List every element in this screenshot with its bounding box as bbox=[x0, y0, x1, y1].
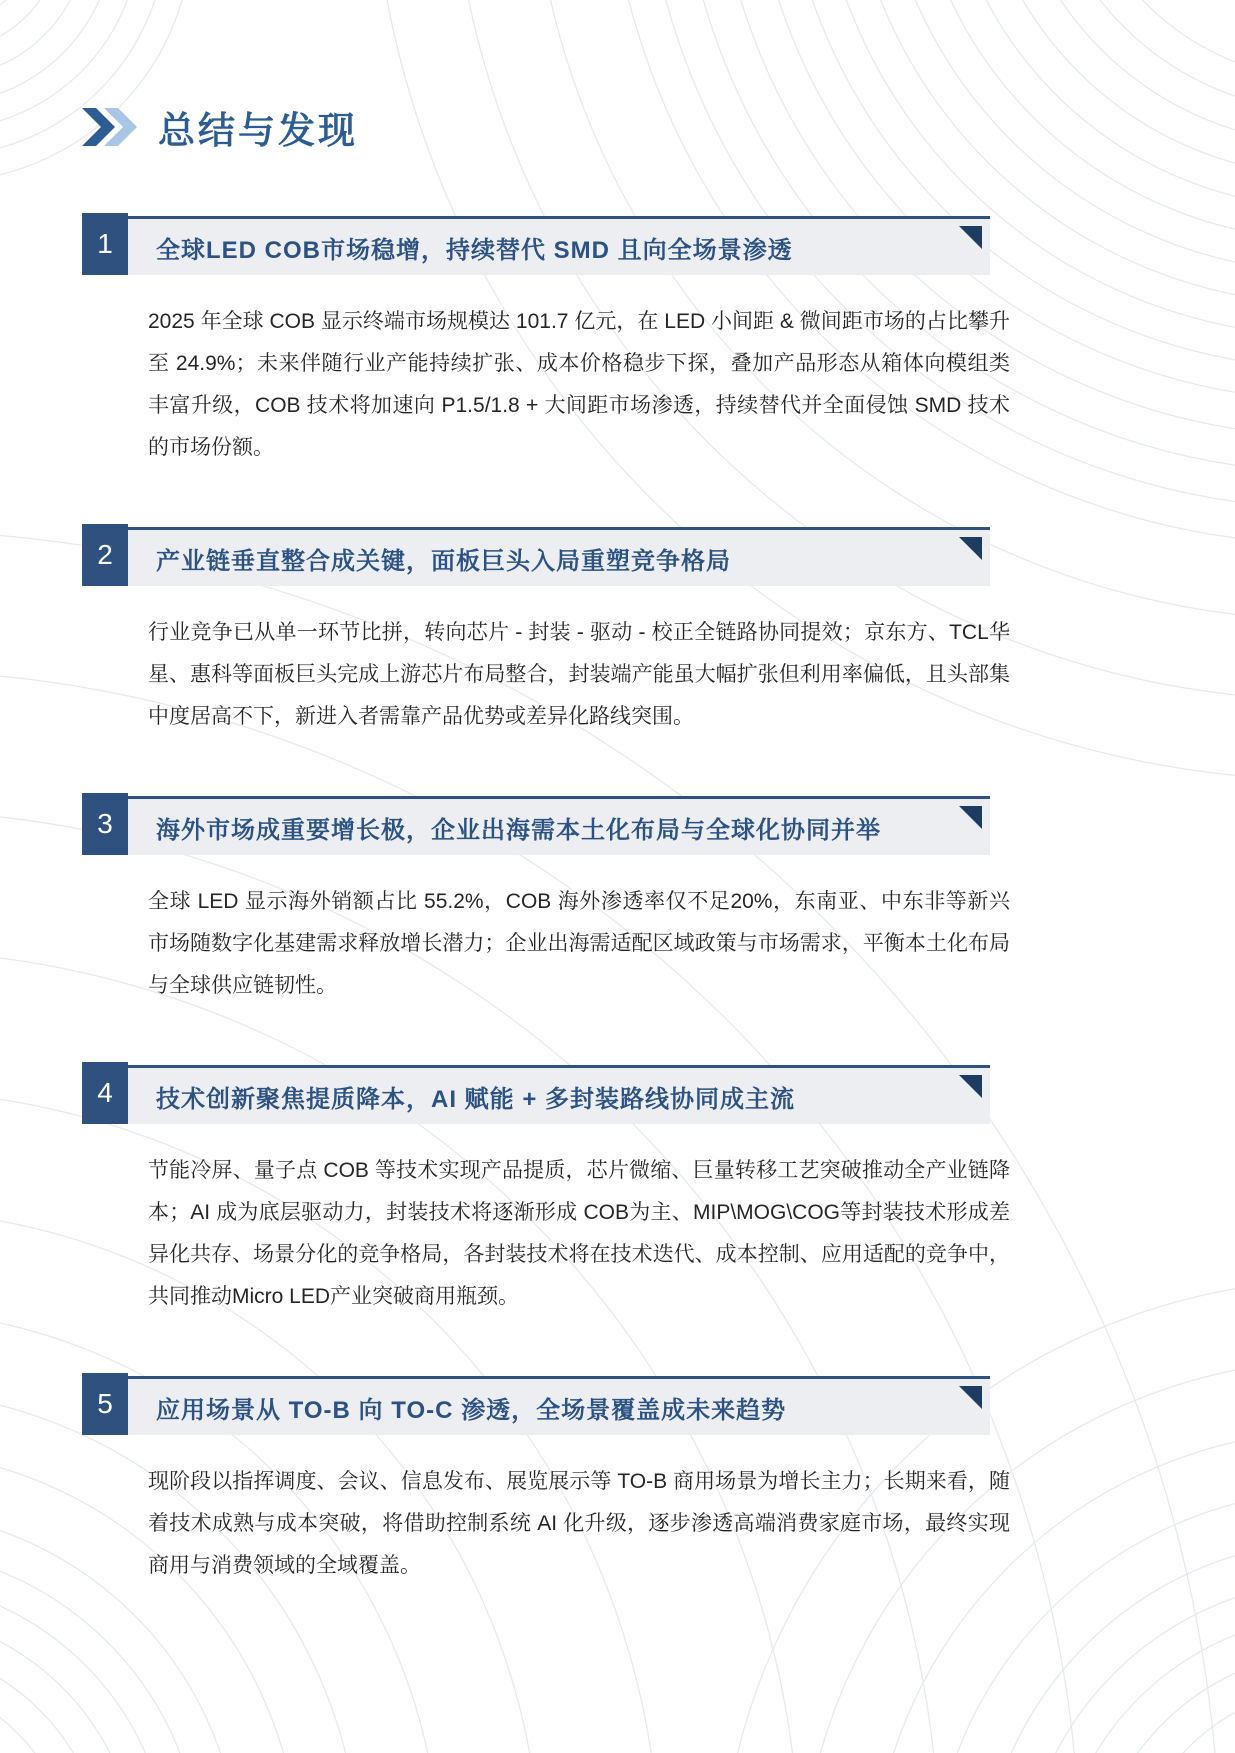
section-heading: 技术创新聚焦提质降本，AI 赋能 + 多封装路线协同成主流 bbox=[156, 1085, 796, 1113]
section-header bbox=[82, 1065, 990, 1124]
section-number-badge: 5 bbox=[82, 1373, 128, 1435]
section-number-badge: 2 bbox=[82, 524, 128, 586]
section-number-badge: 4 bbox=[82, 1062, 128, 1124]
folded-corner-triangle-icon bbox=[959, 537, 982, 560]
section-header bbox=[82, 216, 990, 275]
summary-section-1 bbox=[82, 216, 1010, 469]
folded-corner-triangle-icon bbox=[959, 1386, 982, 1409]
section-number-badge: 1 bbox=[82, 213, 128, 275]
section-header bbox=[82, 1376, 990, 1435]
section-heading: 应用场景从 TO-B 向 TO-C 渗透，全场景覆盖成未来趋势 bbox=[156, 1396, 787, 1424]
double-chevron-right-icon bbox=[82, 108, 138, 146]
summary-section-5 bbox=[82, 1376, 1010, 1587]
folded-corner-triangle-icon bbox=[959, 1075, 982, 1098]
section-header bbox=[82, 796, 990, 855]
section-heading-bar bbox=[128, 530, 990, 586]
section-heading: 产业链垂直整合成关键，面板巨头入局重塑竞争格局 bbox=[156, 547, 731, 575]
section-body-text: 节能冷屏、量子点 COB 等技术实现产品提质，芯片微缩、巨量转移工艺突破推动全产业链降本；AI 成为底层驱动力，封装技术将逐渐形成 COB为主、MIP\MOG\COG等封装技术形成差异化共存、场景分化的竞争格局，各封装技术将在技术迭代、成本控制、应用适配的竞争中，共同推动Micro LED产业突破商用瓶颈。 bbox=[148, 1159, 1010, 1308]
section-heading-bar bbox=[128, 1379, 990, 1435]
folded-corner-triangle-icon bbox=[959, 226, 982, 249]
section-heading: 全球LED COB市场稳增，持续替代 SMD 且向全场景渗透 bbox=[156, 236, 793, 264]
section-body-text: 2025 年全球 COB 显示终端市场规模达 101.7 亿元，在 LED 小间距 & 微间距市场的占比攀升至 24.9%；未来伴随行业产能持续扩张、成本价格稳步下探，叠加产品形态从箱体向模组类丰富升级，COB 技术将加速向 P1.5/1.8 + 大间距市场渗透，持续替代并全面侵蚀 SMD 技术的市场份额。 bbox=[148, 310, 1010, 459]
section-header bbox=[82, 527, 990, 586]
page-title-row bbox=[82, 100, 1080, 154]
summary-section-3 bbox=[82, 796, 1010, 1007]
section-body-text: 全球 LED 显示海外销额占比 55.2%，COB 海外渗透率仅不足20%，东南亚、中东非等新兴市场随数字化基建需求释放增长潜力；企业出海需适配区域政策与市场需求，平衡本土化布局与全球供应链韧性。 bbox=[148, 890, 1010, 997]
section-heading-bar bbox=[128, 219, 990, 275]
section-body-text: 行业竞争已从单一环节比拼，转向芯片 - 封装 - 驱动 - 校正全链路协同提效；京东方、TCL华星、惠科等面板巨头完成上游芯片布局整合，封装端产能虽大幅扩张但利用率偏低，且头部集中度居高不下，新进入者需靠产品优势或差异化路线突围。 bbox=[148, 621, 1010, 728]
folded-corner-triangle-icon bbox=[959, 806, 982, 829]
section-heading-bar bbox=[128, 799, 990, 855]
section-number-badge: 3 bbox=[82, 793, 128, 855]
section-heading: 海外市场成重要增长极，企业出海需本土化布局与全球化协同并举 bbox=[156, 816, 881, 844]
summary-section-2 bbox=[82, 527, 1010, 738]
page-title: 总结与发现 bbox=[158, 110, 358, 151]
section-body-text: 现阶段以指挥调度、会议、信息发布、展览展示等 TO-B 商用场景为增长主力；长期来看，随着技术成熟与成本突破，将借助控制系统 AI 化升级，逐步渗透高端消费家庭市场，最终实现商用与消费领域的全域覆盖。 bbox=[148, 1470, 1010, 1577]
section-heading-bar bbox=[128, 1068, 990, 1124]
summary-section-4 bbox=[82, 1065, 1010, 1318]
